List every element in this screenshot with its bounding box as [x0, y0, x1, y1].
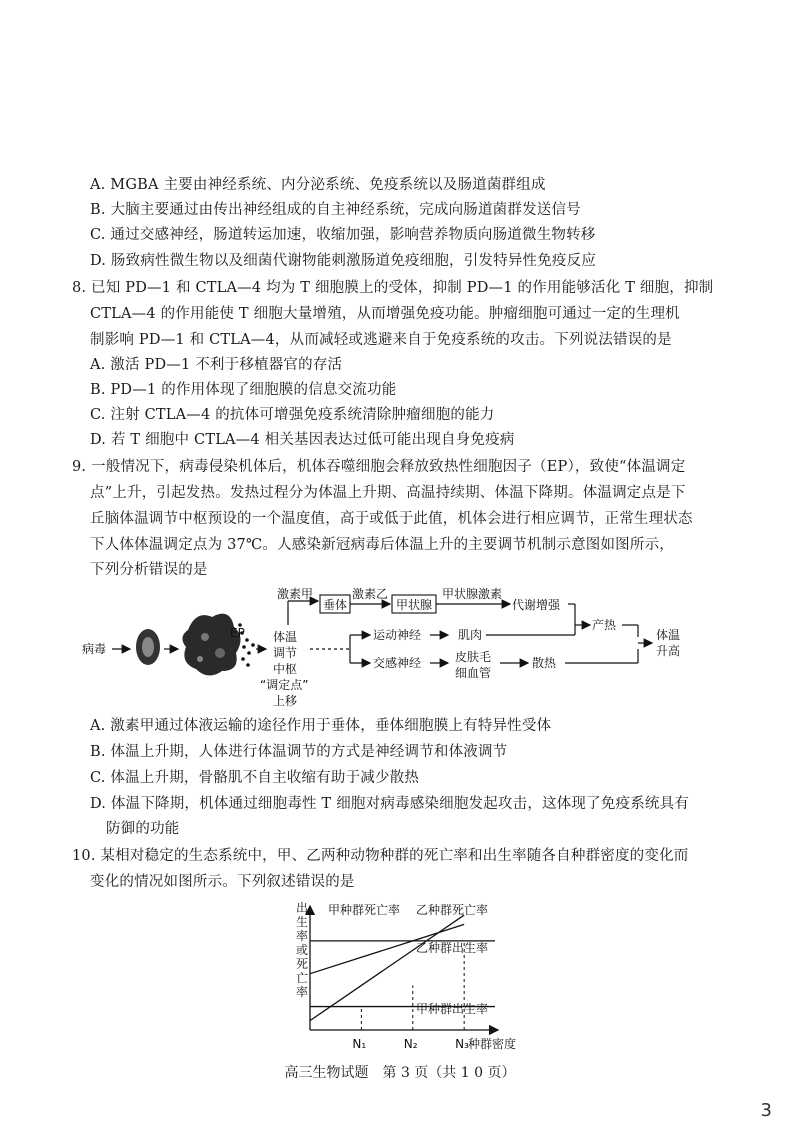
q8-option-d: D. 若 T 细胞中 CTLA—4 相关基因表达过低可能出现自身免疫病 — [90, 432, 515, 448]
q8-option-c: C. 注射 CTLA—4 的抗体可增强免疫系统清除肿瘤细胞的能力 — [90, 407, 495, 423]
q9-stem-line-1: 9. 一般情况下，病毒侵染机体后，机体吞噬细胞会释放致热性细胞因子（EP），致使“体温调定 — [72, 459, 686, 475]
q10-stem-line-2: 变化的情况如图所示。下列叙述错误的是 — [90, 874, 355, 890]
page-footer: 高三生物试题 第 3 页（共 1 0 页） — [284, 1065, 516, 1081]
sympathetic-label: 交感神经 — [373, 656, 422, 670]
series-yi-birth-rate-label: 乙种群出生率 — [416, 941, 489, 955]
series-jia-death-rate-label: 甲种群死亡率 — [328, 903, 401, 917]
q10-stem-line-1: 10. 某相对稳定的生态系统中，甲、乙两种动物种群的死亡率和出生率随各自种群密度的变化而 — [72, 848, 689, 864]
thyroid-hormone-label: 甲状腺激素 — [442, 587, 503, 601]
setpoint-label-2: 上移 — [273, 694, 298, 708]
q7-option-d: D. 肠致病性微生物以及细菌代谢物能刺激肠道免疫细胞，引发特异性免疫反应 — [90, 253, 597, 269]
motor-nerve-label: 运动神经 — [373, 628, 422, 642]
x-tick-n2: N₂ — [403, 1037, 418, 1051]
y-axis-label: 出生率或死亡率 — [296, 901, 309, 999]
skin-label-2: 细血管 — [455, 666, 492, 680]
thyroid-label: 甲状腺 — [396, 598, 433, 612]
skin-label-1: 皮肤毛 — [455, 650, 492, 664]
ep-label: EP — [230, 626, 245, 640]
q8-stem-line-3: 制影响 PD—1 和 CTLA—4，从而减轻或逃避来自于免疫系统的攻击。下列说法错误的是 — [90, 332, 672, 348]
metabolism-label: 代谢增强 — [512, 598, 561, 612]
hormone-b-label: 激素乙 — [352, 587, 389, 601]
setpoint-label-1: “调定点” — [260, 678, 309, 692]
virus-label: 病毒 — [82, 642, 107, 656]
q7-option-c: C. 通过交感神经，肠道转运加速，收缩加强，影响营养物质向肠道微生物转移 — [90, 227, 596, 243]
x-tick-n3: N₃ — [455, 1037, 469, 1051]
result-label-2: 升高 — [656, 644, 681, 658]
corner-page-number: 3 — [760, 1100, 772, 1121]
series-jia-birth-rate-label: 甲种群出生率 — [416, 1002, 489, 1016]
phagocyte-icon — [182, 614, 254, 676]
q9-stem-line-4: 下人体体温调定点为 37℃。人感染新冠病毒后体温上升的主要调节机制示意图如图所示， — [90, 537, 674, 553]
q8-option-b: B. PD—1 的作用体现了细胞膜的信息交流功能 — [90, 382, 397, 398]
center-label-1: 体温 — [273, 630, 298, 644]
q8-stem-line-2: CTLA—4 的作用能使 T 细胞大量增殖，从而增强免疫功能。肿瘤细胞可通过一定的生理机 — [90, 306, 680, 322]
q9-stem-line-3: 丘脑体温调节中枢预设的一个温度值，高于或低于此值，机体会进行相应调节，正常生理状态 — [90, 511, 693, 527]
heat-production-label: 产热 — [592, 618, 617, 632]
q9-regulation-diagram — [70, 585, 720, 710]
center-label-2: 调节 — [273, 646, 298, 660]
series-yi-death-rate-label: 乙种群死亡率 — [416, 903, 489, 917]
q9-option-b: B. 体温上升期，人体进行体温调节的方式是神经调节和体液调节 — [90, 744, 508, 760]
muscle-label: 肌肉 — [458, 628, 483, 642]
heat-loss-label: 散热 — [532, 656, 557, 670]
q9-option-d-cont: 防御的功能 — [106, 821, 180, 837]
x-axis-label: 种群密度 — [468, 1037, 517, 1051]
q10-density-chart — [270, 900, 520, 1060]
q7-option-a: A. MGBA 主要由神经系统、内分泌系统、免疫系统以及肠道菌群组成 — [90, 177, 546, 193]
q8-option-a: A. 激活 PD—1 不利于移植器官的存活 — [90, 357, 343, 373]
x-tick-n1: N₁ — [352, 1037, 367, 1051]
q7-option-b: B. 大脑主要通过由传出神经组成的自主神经系统，完成向肠道菌群发送信号 — [90, 202, 581, 218]
pituitary-label: 垂体 — [323, 598, 348, 612]
hormone-a-label: 激素甲 — [277, 587, 314, 601]
q8-stem-line-1: 8. 已知 PD—1 和 CTLA—4 均为 T 细胞膜上的受体，抑制 PD—1 的作用能够活化 T 细胞，抑制 — [72, 280, 714, 296]
q9-option-c: C. 体温上升期，骨骼肌不自主收缩有助于减少散热 — [90, 770, 420, 786]
q9-option-d: D. 体温下降期，机体通过细胞毒性 T 细胞对病毒感染细胞发起攻击，这体现了免疫系统具有 — [90, 796, 690, 812]
center-label-3: 中枢 — [273, 662, 298, 676]
result-label-1: 体温 — [656, 628, 681, 642]
q9-stem-line-5: 下列分析错误的是 — [90, 562, 208, 578]
q9-stem-line-2: 点”上升，引起发热。发热过程分为体温上升期、高温持续期、体温下降期。体温调定点是下 — [90, 485, 686, 501]
q9-option-a: A. 激素甲通过体液运输的途径作用于垂体，垂体细胞膜上有特异性受体 — [90, 718, 552, 734]
